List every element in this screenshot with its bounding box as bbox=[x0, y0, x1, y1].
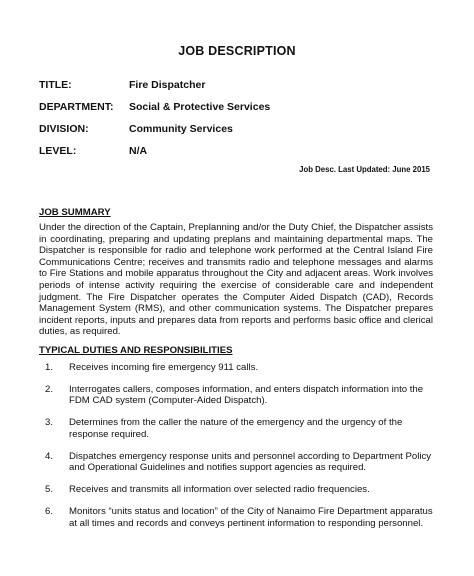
duty-item bbox=[39, 417, 439, 440]
meta-label: DIVISION: bbox=[39, 123, 89, 135]
duty-text: Determines from the caller the nature of the emergency and the urgency of the response required. bbox=[69, 417, 403, 440]
meta-label: TITLE: bbox=[39, 79, 72, 91]
job-summary-text: Under the direction of the Captain, Preplanning and/or the Duty Chief, the Dispatcher assists in coordinating, preparing and updating preplans and maintaining departmental maps. The Dispatcher is responsible for radio and telephone work performed at the Central Island Fire Communications Centre; receives and transmits radio and telephone messages and alarms to Fire Stations and mobile apparatus throughout the City and adjacent areas. Work involves periods of intense activity requiring the exercise of considerable care and independent judgment. The Fire Dispatcher operates the Computer Aided Dispatch (CAD), Records Management System (RMS), and other communication systems. The Dispatcher prepares incident reports, inputs and prepares data from reports and performs basic office and clerical duties, as required. bbox=[39, 222, 433, 338]
duties-list bbox=[39, 362, 439, 540]
duty-number: 2. bbox=[45, 383, 54, 395]
duty-number: 4. bbox=[45, 450, 54, 462]
duty-text: Receives and transmits all information over selected radio frequencies. bbox=[69, 484, 370, 496]
meta-value: Fire Dispatcher bbox=[129, 79, 206, 91]
duty-number: 1. bbox=[45, 362, 54, 373]
duty-text: Interrogates callers, composes information, and enters dispatch information into the FDM CAD system (Computer-Aided Dispatch). bbox=[69, 383, 424, 407]
duty-text: Dispatches emergency response units and personnel according to Department Policy and Operational Guidelines and notifies support agencies as required. bbox=[69, 450, 432, 474]
meta-label: DEPARTMENT: bbox=[39, 101, 114, 113]
last-updated-note: Job Desc. Last Updated: June 2015 bbox=[299, 165, 430, 174]
duty-number: 3. bbox=[45, 417, 54, 429]
duty-item bbox=[39, 506, 439, 529]
job-summary-heading: JOB SUMMARY bbox=[39, 207, 111, 218]
meta-value: Social & Protective Services bbox=[129, 101, 271, 113]
duty-item bbox=[39, 484, 439, 496]
duty-number: 5. bbox=[45, 484, 54, 496]
duty-item bbox=[39, 451, 439, 474]
meta-value: N/A bbox=[129, 145, 148, 157]
duty-item bbox=[39, 362, 439, 374]
meta-label: LEVEL: bbox=[39, 145, 77, 157]
duties-heading: TYPICAL DUTIES AND RESPONSIBILITIES bbox=[39, 345, 233, 356]
duty-number: 6. bbox=[45, 506, 54, 518]
duty-item bbox=[39, 384, 439, 407]
duty-text: Monitors “units status and location” of the City of Nanaimo Fire Department apparatus at all times and records and conveys pertinent information to responding personnel. bbox=[69, 506, 433, 529]
document-title: JOB DESCRIPTION bbox=[178, 44, 296, 58]
meta-value: Community Services bbox=[129, 123, 233, 135]
duty-text: Receives incoming fire emergency 911 calls. bbox=[69, 362, 259, 373]
